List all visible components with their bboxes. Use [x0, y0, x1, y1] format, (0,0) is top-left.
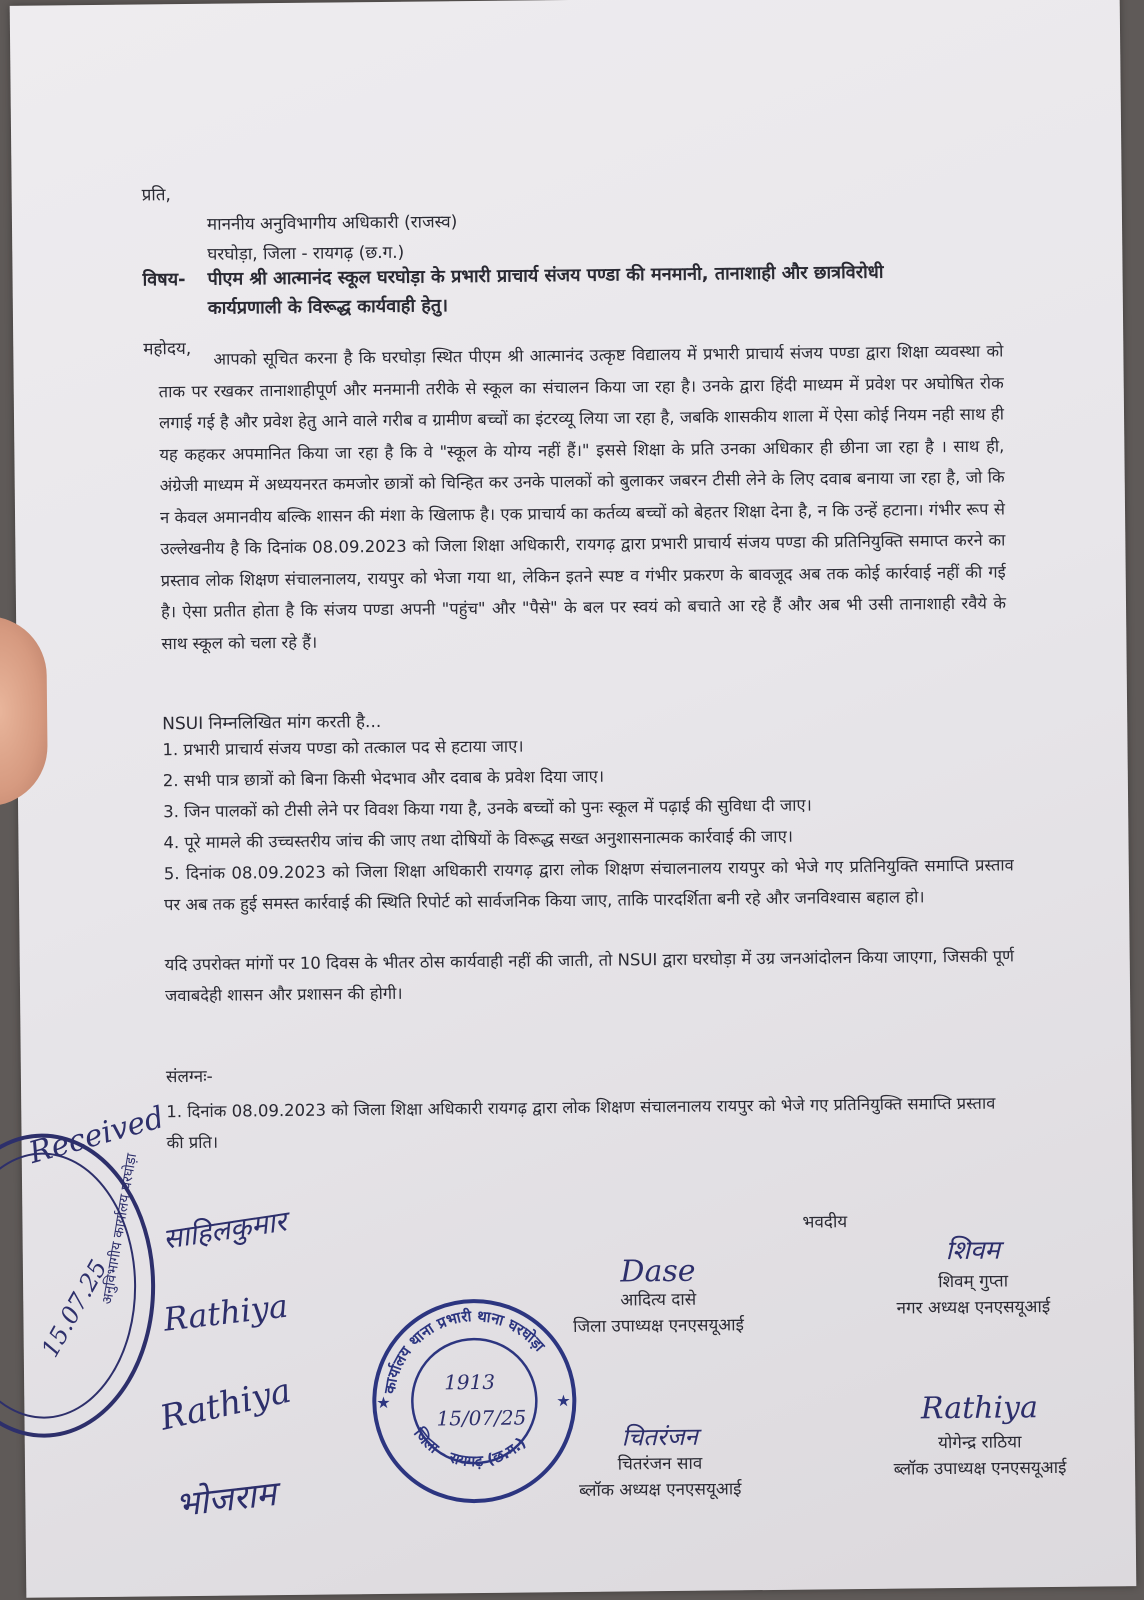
signatory-name: चितरंजन साव — [617, 1453, 703, 1475]
demand-item: 3. जिन पालकों को टीसी लेने पर विवश किया गया है, उनके बच्चों को पुनः स्कूल में पढ़ाई की सुविधा दी जाए। — [163, 795, 812, 822]
subject — [142, 258, 943, 324]
police-station-stamp — [363, 1290, 585, 1512]
address-line-2: घरघोड़ा, जिला - रायगढ़ (छ.ग.) — [207, 242, 405, 265]
handwritten-name: साहिलकुमार — [160, 1204, 289, 1256]
demand-item: 1. प्रभारी प्राचार्य संजय पण्डा को तत्काल पद से हटाया जाए। — [162, 736, 524, 760]
letter-body — [10, 0, 1137, 1598]
greeting: महोदय, — [143, 338, 192, 360]
bhavdiy: भवदीय — [802, 1212, 848, 1233]
signature-chitranjan: चितरंजन — [621, 1422, 698, 1452]
signatory-name: आदित्य दासे — [620, 1289, 697, 1311]
signature-aditya: Dase — [620, 1253, 696, 1290]
demands-heading: NSUI निम्नलिखित मांग करती है... — [162, 712, 382, 735]
signatory-post: नगर अध्यक्ष एनएसयूआई — [896, 1297, 1051, 1319]
stamp-star-left: ★ — [376, 1392, 391, 1413]
subject-text: पीएम श्री आत्मानंद स्कूल घरघोड़ा के प्रभारी प्राचार्य संजय पण्डा की मनमानी, तानाशाही और छात्रविरोधी कार्यप्रणाली के विरूद्ध कार्यवाही हेतु। — [207, 261, 884, 319]
signature-yogendra: Rathiya — [920, 1390, 1039, 1427]
handwritten-name: Rathiya — [161, 1286, 290, 1339]
signatory-name: शिवम् गुप्ता — [938, 1271, 1009, 1293]
demands-list — [162, 725, 1014, 920]
received-date: 15.07.25 — [35, 1255, 113, 1362]
stamp-bottom-text: जिला - रायगढ़ (छ.ग.) — [410, 1424, 530, 1471]
signatory-post: जिला उपाध्यक्ष एनएसयूआई — [573, 1315, 745, 1338]
stamp-date: 15/07/25 — [436, 1405, 527, 1431]
handwritten-name: Rathiya — [156, 1370, 295, 1439]
received-note: Received — [25, 1100, 168, 1171]
demand-item: 2. सभी पात्र छात्रों को बिना किसी भेदभाव और दवाब के प्रवेश दिया जाए। — [162, 766, 605, 791]
attachment-heading: संलग्नः- — [165, 1066, 213, 1088]
signatory-shivam — [863, 1230, 1084, 1323]
letter-page — [10, 0, 1137, 1598]
stamp-star-right: ★ — [556, 1391, 571, 1411]
stamp-number: 1913 — [444, 1369, 496, 1395]
signatory-post: ब्लॉक उपाध्यक्ष एनएसयूआई — [893, 1458, 1067, 1481]
body-paragraph: आपको सूचित करना है कि घरघोड़ा स्थित पीएम श्री आत्मानंद उत्कृष्ट विद्यालय में प्रभारी प्राचार्य संजय पण्डा द्वारा शिक्षा व्यवस्था को ताक पर रखकर तानाशाहीपूर्ण और मनमानी तरीके से स्कूल का संचालन किया जा रहा है। उनके द्वारा हिंदी माध्यम में प्रवेश पर अघोषित रोक लगाई गई है और प्रवेश हेतु आने वाले गरीब व ग्रामीण बच्चों का इंटरव्यू लिया जा रहा है, जबकि शासकीय शाला में ऐसा कोई नियम नही साथ ही यह कहकर अपमानित किया जा रहा है कि वे "स्कूल के योग्य नहीं हैं।" इससे शिक्षा के प्रति उनका अधिकार ही छीना जा रहा है । साथ ही, अंग्रेजी माध्यम में अध्ययनरत कमजोर छात्रों को चिन्हित कर उनके पालकों को बुलाकर जबरन टीसी लेने के लिए दवाब बनाया जा रहा है, जो कि न केवल अमानवीय बल्कि शासन की मंशा के खिलाफ है। एक प्राचार्य का कर्तव्य बच्चों को बेहतर शिक्षा देना है, न कि उन्हें हटाना। गंभीर रूप से उल्लेखनीय है कि दिनांक 08.09.2023 को जिला शिक्षा अधिकारी, रायगढ़ द्वारा प्रभारी प्राचार्य संजय पण्डा की प्रतिनियुक्ति समाप्त करने का प्रस्ताव लोक शिक्षण संचालनालय, रायपुर को भेजा गया था, लेकिन इतने स्पष्ट व गंभीर प्रकरण के बावजूद अब तक कोई कार्रवाई नहीं की गई है। ऐसा प्रतीत होता है कि संजय पण्डा अपनी "पहुंच" और "पैसे" के बल पर स्वयं को बचाते आ रहे हैं और अब भी उसी तानाशाही रवैये के साथ स्कूल को चला रहे हैं। — [158, 341, 1007, 653]
signature-shivam: शिवम — [945, 1235, 1001, 1267]
subject-label: विषय- — [142, 269, 186, 291]
handwritten-name: भोजराम — [173, 1474, 279, 1526]
signatory-yogendra — [864, 1385, 1095, 1484]
signatory-post: ब्लॉक अध्यक्ष एनएसयूआई — [578, 1479, 742, 1502]
demand-item: 5. दिनांक 08.09.2023 को जिला शिक्षा अधिकारी रायगढ़ द्वारा लोक शिक्षण संचालनालय रायपुर को भेजे गए प्रतिनियुक्ति समाप्ति प्रस्ताव पर अब तक हुई समस्त कार्रवाई की स्थिति रिपोर्ट को सार्वजनिक किया जाए, ताकि पारदर्शिता बनी रहे और जनविश्वास बहाल हो। — [163, 855, 1014, 915]
attachment-item: 1. दिनांक 08.09.2023 को जिला शिक्षा अधिकारी रायगढ़ द्वारा लोक शिक्षण संचालनालय रायपुर को भेजे गए प्रतिनियुक्ति समाप्ति प्रस्ताव की प्रति। — [166, 1093, 996, 1153]
stamp-top-text: कार्यालय थाना प्रभारी थाना घरघोड़ा — [380, 1306, 549, 1396]
signatory-name: योगेन्द्र राठिया — [937, 1432, 1022, 1454]
closing-paragraph: यदि उपरोक्त मांगों पर 10 दिवस के भीतर ठोस कार्यवाही नहीं की जाती, तो NSUI द्वारा घरघोड़ा में उग्र जनआंदोलन किया जाएगा, जिसकी पूर्ण जवाबदेही शासन और प्रशासन की होगी। — [164, 946, 1015, 1006]
salutation: प्रति, — [141, 185, 171, 206]
received-stamp-text: अनुविभागीय कार्यालय घरघोड़ा — [99, 1152, 141, 1306]
address-line-1: माननीय अनुविभागीय अधिकारी (राजस्व) — [206, 212, 458, 235]
demand-item: 4. पूरे मामले की उच्चस्तरीय जांच की जाए तथा दोषियों के विरूद्ध सख्त अनुशासनात्मक कार्रवाई की जाए। — [163, 826, 794, 853]
